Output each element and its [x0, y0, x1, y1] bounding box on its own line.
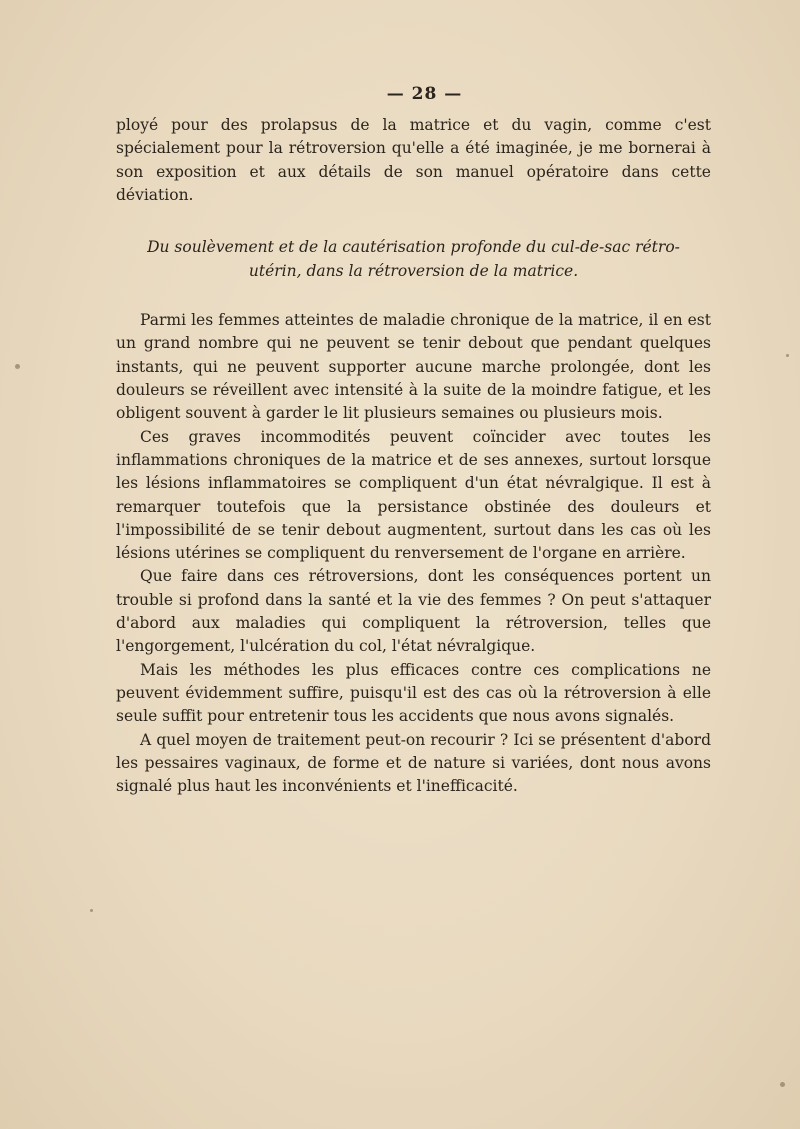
page-text — [116, 84, 711, 798]
page-number: — 28 — — [386, 84, 463, 104]
paragraph: Parmi les femmes atteintes de maladie chronique de la matrice, il en est un grand nombre qui ne peuvent se tenir debout que pendant quelques instants, qui ne peuvent supporter aucune marche prolongée, dont les douleurs se réveillent avec intensité à la suite de la moindre fatigue, et les obligent souvent à garder le lit plusieurs semaines ou plusieurs mois. — [116, 311, 711, 423]
paragraph: Ces graves incommodités peuvent coïncider avec toutes les inflammations chroniques de la matrice et de ses annexes, surtout lorsque les lésions inflammatoires se compliquent d'un état névralgique. Il est à remarquer toutefois que la persistance obstinée des douleurs et l'impossibilité de se tenir debout augmentent, surtout dans les cas où les lésions utérines se compliquent du renversement de l'organe en arrière. — [116, 427, 711, 563]
paragraph: A quel moyen de traitement peut-on recourir ? Ici se présentent d'abord les pessaires vaginaux, de forme et de nature si variées, dont nous avons signalé plus haut les inconvénients et l'inefficacité. — [116, 730, 711, 796]
section-heading-line1: Du soulèvement et de la cautérisation profonde du cul-de-sac rétro- — [147, 238, 680, 257]
paragraph: Que faire dans ces rétroversions, dont les conséquences portent un trouble si profond dans la santé et la vie des femmes ? On peut s'attaquer d'abord aux maladies qui compliquent la rétroversion, telles que l'engorgement, l'ulcération du col, l'état névralgique. — [116, 567, 711, 656]
paper-speck — [90, 909, 93, 912]
paper-speck — [786, 354, 789, 357]
section-heading — [116, 235, 711, 283]
paper-speck — [780, 1082, 785, 1087]
paragraph-continued: ployé pour des prolapsus de la matrice et du vagin, comme c'est spécialement pour la rétroversion qu'elle a été imaginée, je me bornerai à son exposition et aux détails de son manuel opératoire dans cette déviation. — [116, 116, 711, 204]
paper-speck — [15, 364, 20, 369]
section-heading-line2: utérin, dans la rétroversion de la matrice. — [248, 262, 579, 281]
paragraph: Mais les méthodes les plus efficaces contre ces complications ne peuvent évidemment suffire, puisqu'il est des cas où la rétroversion à elle seule suffit pour entretenir tous les accidents que nous avons signalés. — [116, 660, 711, 726]
